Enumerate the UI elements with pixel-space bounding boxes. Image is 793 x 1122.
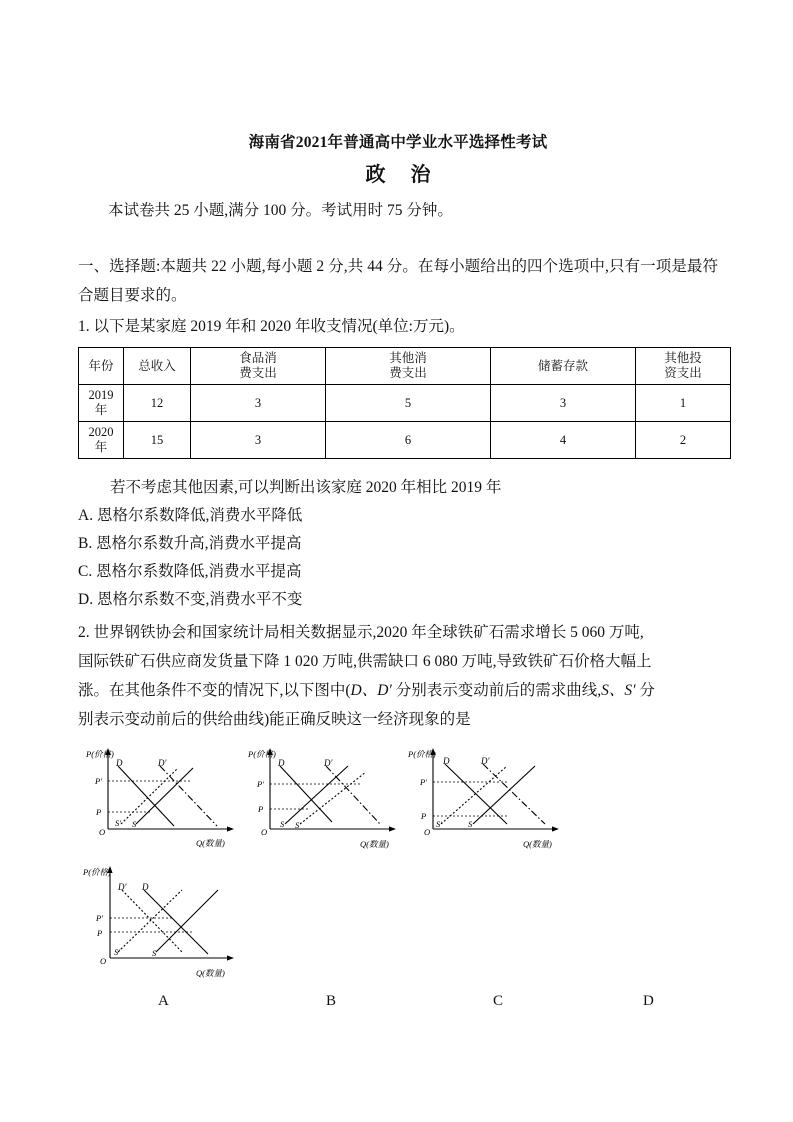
- diagram-a-y-axis-label: P(价格): [86, 749, 114, 759]
- diagram-b-demand-label: D: [278, 758, 285, 768]
- diagram-a-demand-new-label: D′: [158, 758, 167, 768]
- year-line1: 2020: [88, 425, 114, 439]
- diagram-a-price-low-label: P: [96, 807, 102, 817]
- diagram-b-price-high-label: P′: [257, 779, 265, 789]
- diagram-b-price-low-label: P: [258, 804, 264, 814]
- cell-total-income: 15: [124, 422, 191, 459]
- year-line2: 年: [94, 403, 108, 417]
- subject-title: 政 治: [365, 164, 441, 186]
- header-invest-line1: 其他投: [664, 351, 702, 365]
- diagram-option-b[interactable]: [240, 744, 430, 856]
- cell-year: [79, 422, 124, 459]
- diagram-b-origin-label: O: [261, 827, 268, 837]
- diagram-a-demand-label: D: [116, 758, 123, 768]
- diagram-d-price-high-label: P′: [96, 913, 104, 923]
- diagram-c-svg: [403, 744, 593, 856]
- q2-demand-curves-label: D、D′: [350, 682, 392, 699]
- diagram-b-svg: [240, 744, 430, 856]
- diagram-b-supply-label: S: [280, 819, 285, 829]
- question1-option-b[interactable]: B. 恩格尔系数升高,消费水平提高: [78, 535, 302, 552]
- header-other-investment: [636, 348, 731, 385]
- header-invest-line2: 资支出: [664, 366, 702, 380]
- table-row: [79, 422, 731, 459]
- choice-label-c[interactable]: C: [493, 993, 504, 1009]
- header-food-line1: 食品消: [239, 351, 277, 365]
- cell-other-expense: 5: [326, 385, 491, 422]
- diagram-b-supply-new-label: S′: [295, 820, 302, 830]
- cell-total-income: 12: [124, 385, 191, 422]
- header-other-expense: [326, 348, 491, 385]
- choice-labels-row: [78, 993, 718, 1023]
- diagram-c-supply-new-label: S′: [436, 819, 443, 829]
- diagram-c-origin-label: O: [424, 827, 431, 837]
- cell-other-investment: 1: [636, 385, 731, 422]
- question2-line2: 国际铁矿石供应商发货量下降 1 020 万吨,供需缺口 6 080 万吨,导致铁矿石价格大幅上: [78, 653, 652, 670]
- diagram-b-y-axis-label: P(价格): [248, 749, 276, 759]
- table-header: [79, 348, 731, 385]
- q2-line3-part3: 分: [635, 682, 655, 699]
- header-other-line1: 其他消: [389, 351, 427, 365]
- header-food-expense: [191, 348, 326, 385]
- section-heading: 一、选择题:本题共 22 小题,每小题 2 分,共 44 分。在每小题给出的四个选项中,只有一项是最符合题目要求的。: [78, 258, 718, 304]
- diagram-d-supply-new-label: S′: [114, 947, 121, 957]
- question2-line3: [78, 676, 718, 705]
- diagram-row-top: [78, 744, 718, 856]
- q2-line3-part2: 分别表示变动前后的需求曲线,: [391, 682, 602, 699]
- year-line2: 年: [94, 440, 108, 454]
- diagram-c-price-high-label: P′: [420, 777, 428, 787]
- diagram-a-price-high-label: P′: [95, 776, 103, 786]
- diagram-c-x-axis-label: Q(数量): [523, 839, 552, 849]
- diagram-c-supply-label: S: [468, 819, 473, 829]
- year-line1: 2019: [88, 388, 114, 402]
- diagram-d-demand-label: D: [142, 882, 149, 892]
- cell-year: [79, 385, 124, 422]
- header-total-income: 总收入: [124, 348, 191, 385]
- question2-stem: [78, 618, 718, 734]
- diagram-d-supply-label: S: [152, 948, 157, 958]
- page-title: 海南省2021年普通高中学业水平选择性考试: [248, 134, 548, 151]
- q2-line3-part1: 涨。在其他条件不变的情况下,以下图中(: [78, 682, 351, 699]
- question1-option-d[interactable]: D. 恩格尔系数不变,消费水平不变: [78, 591, 303, 608]
- header-savings: 储蓄存款: [491, 348, 636, 385]
- choice-label-a[interactable]: A: [158, 993, 169, 1009]
- diagram-option-d[interactable]: [78, 860, 268, 985]
- diagram-d-origin-label: O: [100, 956, 107, 966]
- choice-label-b[interactable]: B: [326, 993, 337, 1009]
- diagram-a-supply-label: S: [132, 819, 137, 829]
- diagram-c-demand-new-label: D′: [481, 756, 490, 766]
- diagram-d-y-axis-label: P(价格): [83, 867, 111, 877]
- question1-option-c[interactable]: C. 恩格尔系数降低,消费水平提高: [78, 563, 302, 580]
- diagram-b-demand-new-label: D′: [324, 758, 333, 768]
- question2-line4: 别表示变动前后的供给曲线)能正确反映这一经济现象的是: [78, 711, 471, 728]
- cell-savings: 3: [491, 385, 636, 422]
- question1-stem: 1. 以下是某家庭 2019 年和 2020 年收支情况(单位:万元)。: [78, 318, 465, 335]
- q2-supply-curves-label: S、S′: [601, 682, 636, 699]
- diagram-c-y-axis-label: P(价格): [408, 749, 436, 759]
- cell-food-expense: 3: [191, 385, 326, 422]
- diagram-a-supply-new-label: S′: [115, 818, 122, 828]
- diagram-a-x-axis-label: Q(数量): [196, 838, 225, 848]
- diagram-b-x-axis-label: Q(数量): [360, 839, 389, 849]
- header-food-line2: 费支出: [239, 366, 277, 380]
- header-other-line2: 费支出: [389, 366, 427, 380]
- cell-savings: 4: [491, 422, 636, 459]
- table-row: [79, 385, 731, 422]
- diagram-d-svg: [78, 860, 268, 985]
- page-content: [78, 130, 718, 1023]
- diagram-a-origin-label: O: [99, 827, 106, 837]
- diagram-d-demand-new-label: D′: [118, 882, 127, 892]
- diagram-d-x-axis-label: Q(数量): [196, 968, 225, 978]
- income-expense-table: [78, 347, 731, 459]
- choice-label-d[interactable]: D: [643, 993, 654, 1009]
- cell-food-expense: 3: [191, 422, 326, 459]
- diagram-d-price-low-label: P: [97, 928, 103, 938]
- diagram-row-bottom: [78, 860, 718, 985]
- question1-prompt: 若不考虑其他因素,可以判断出该家庭 2020 年相比 2019 年: [110, 479, 502, 496]
- cell-other-investment: 2: [636, 422, 731, 459]
- header-year: 年份: [79, 348, 124, 385]
- question2-line1: 2. 世界钢铁协会和国家统计局相关数据显示,2020 年全球铁矿石需求增长 5 060 万吨,: [78, 624, 644, 641]
- table-header-row: [79, 348, 731, 385]
- exam-note: 本试卷共 25 小题,满分 100 分。考试用时 75 分钟。: [108, 202, 453, 219]
- diagram-c-price-low-label: P: [421, 811, 427, 821]
- cell-other-expense: 6: [326, 422, 491, 459]
- question1-option-a[interactable]: A. 恩格尔系数降低,消费水平降低: [78, 507, 303, 524]
- table-body: [79, 385, 731, 459]
- diagram-c-demand-label: D: [443, 756, 450, 766]
- diagram-option-c[interactable]: [403, 744, 593, 856]
